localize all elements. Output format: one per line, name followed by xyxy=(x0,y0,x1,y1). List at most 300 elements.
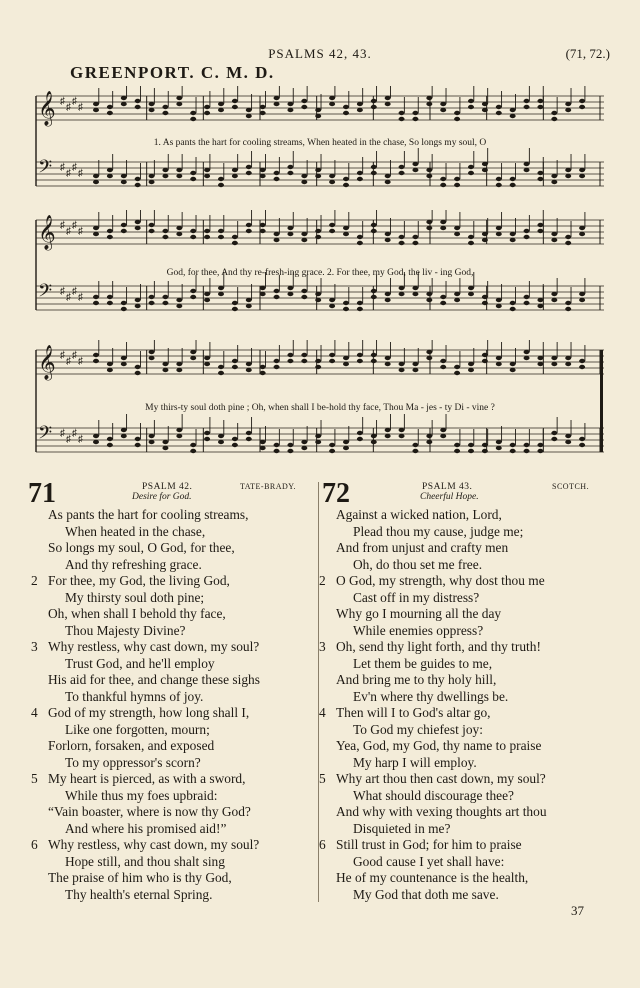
note-head xyxy=(510,443,516,447)
hymn-numbers: (71, 72.) xyxy=(565,46,610,61)
note-head xyxy=(121,174,127,178)
verse-line-text: He of my countenance is the health, xyxy=(336,870,529,885)
note-head xyxy=(496,304,502,308)
sharp-icon: ♯ xyxy=(78,168,83,179)
note-head xyxy=(329,298,335,302)
note-head xyxy=(482,238,488,242)
verse-line-text: Trust God, and he'll employ xyxy=(65,655,215,671)
sharp-icon: ♯ xyxy=(66,292,71,303)
note-head xyxy=(162,235,168,239)
verse-line xyxy=(336,623,606,640)
note-head xyxy=(287,165,293,169)
note-head xyxy=(274,289,280,293)
note-head xyxy=(135,220,141,224)
note-head xyxy=(482,102,488,106)
note-head xyxy=(426,434,432,438)
note-head xyxy=(218,292,224,296)
verse-line xyxy=(319,705,606,722)
note-head xyxy=(579,99,585,103)
verse-line xyxy=(336,887,606,904)
note-head xyxy=(510,368,516,372)
note-head xyxy=(440,365,446,369)
note-head xyxy=(287,226,293,230)
note-head xyxy=(149,174,155,178)
verse-line-text: My thirsty soul doth pine; xyxy=(65,589,205,605)
note-head xyxy=(329,223,335,227)
note-head xyxy=(204,356,210,360)
verse-line-text: To my oppressor's scorn? xyxy=(65,754,201,770)
note-head xyxy=(329,174,335,178)
note-head xyxy=(426,220,432,224)
note-head xyxy=(565,440,571,444)
note-head xyxy=(218,365,224,369)
note-head xyxy=(482,353,488,357)
note-head xyxy=(357,431,363,435)
sharp-icon: ♯ xyxy=(60,350,65,361)
note-head xyxy=(399,434,405,438)
note-head xyxy=(440,102,446,106)
note-head xyxy=(218,183,224,187)
note-head xyxy=(204,437,210,441)
note-head xyxy=(371,434,377,438)
note-head xyxy=(412,292,418,296)
verse-line xyxy=(319,639,606,656)
note-head xyxy=(426,440,432,444)
note-head xyxy=(343,446,349,450)
note-head xyxy=(385,102,391,106)
note-head xyxy=(440,434,446,438)
note-head xyxy=(524,162,530,166)
note-head xyxy=(301,353,307,357)
note-head xyxy=(440,428,446,432)
music-system-2 xyxy=(30,210,610,334)
note-head xyxy=(565,108,571,112)
note-head xyxy=(260,371,266,375)
note-head xyxy=(246,362,252,366)
note-head xyxy=(468,105,474,109)
note-head xyxy=(135,371,141,375)
note-head xyxy=(218,108,224,112)
note-head xyxy=(537,298,543,302)
verse-line xyxy=(48,540,310,557)
hymn-71-text xyxy=(31,507,310,903)
note-head xyxy=(301,289,307,293)
verse-line xyxy=(336,672,606,689)
verse-line xyxy=(336,557,606,574)
note-head xyxy=(537,229,543,233)
verse-line-text: And where his promised aid!” xyxy=(65,820,227,836)
note-head xyxy=(385,356,391,360)
note-head xyxy=(162,111,168,115)
note-head xyxy=(315,229,321,233)
note-head xyxy=(399,286,405,290)
verse-line-text: Yea, God, my God, thy name to praise xyxy=(336,738,542,753)
final-barline xyxy=(600,350,603,452)
verse-line-text: O God, my strength, why dost thou me xyxy=(336,573,545,588)
verse-line xyxy=(48,507,310,524)
note-head xyxy=(385,180,391,184)
note-head xyxy=(260,223,266,227)
verse-number: 6 xyxy=(319,837,326,852)
verse-line-text: My heart is pierced, as with a sword, xyxy=(48,771,246,786)
note-head xyxy=(579,292,585,296)
note-head xyxy=(357,359,363,363)
note-head xyxy=(301,99,307,103)
verse-line xyxy=(48,606,310,623)
verse-line-text: Let them be guides to me, xyxy=(353,655,493,671)
sharp-icon: ♯ xyxy=(72,220,77,231)
verse-line xyxy=(336,854,606,871)
note-head xyxy=(176,298,182,302)
note-head xyxy=(537,356,543,360)
note-head xyxy=(468,171,474,175)
sharp-icon: ♯ xyxy=(66,434,71,445)
note-head xyxy=(537,105,543,109)
note-head xyxy=(385,232,391,236)
note-head xyxy=(482,295,488,299)
note-head xyxy=(399,117,405,121)
hymn-71-author: TATE-BRADY. xyxy=(240,482,297,491)
note-head xyxy=(315,235,321,239)
note-head xyxy=(496,446,502,450)
note-head xyxy=(162,105,168,109)
note-head xyxy=(524,443,530,447)
note-head xyxy=(579,365,585,369)
note-head xyxy=(496,226,502,230)
note-head xyxy=(162,362,168,366)
note-head xyxy=(357,301,363,305)
tune-title: GREENPORT. C. M. D. xyxy=(70,63,275,82)
note-head xyxy=(246,298,252,302)
note-head xyxy=(510,238,516,242)
bass-clef-icon: 𝄢 xyxy=(38,281,53,306)
note-head xyxy=(399,428,405,432)
note-head xyxy=(107,111,113,115)
note-head xyxy=(565,174,571,178)
note-head xyxy=(343,356,349,360)
verse-line xyxy=(48,854,310,871)
sharp-icon: ♯ xyxy=(66,102,71,113)
note-head xyxy=(190,229,196,233)
note-head xyxy=(357,235,363,239)
note-head xyxy=(121,362,127,366)
verse-line-text: For thee, my God, the living God, xyxy=(48,573,230,588)
note-head xyxy=(135,443,141,447)
note-head xyxy=(510,108,516,112)
note-head xyxy=(329,359,335,363)
verse-line xyxy=(336,788,606,805)
hymn-72-psalm: PSALM 43. xyxy=(422,482,473,492)
note-head xyxy=(565,307,571,311)
note-head xyxy=(496,298,502,302)
note-head xyxy=(343,301,349,305)
note-head xyxy=(246,431,252,435)
note-head xyxy=(204,362,210,366)
note-head xyxy=(287,108,293,112)
note-head xyxy=(149,356,155,360)
note-head xyxy=(454,449,460,453)
verse-line xyxy=(319,573,606,590)
note-head xyxy=(135,437,141,441)
page-number: 37 xyxy=(571,903,584,918)
note-head xyxy=(454,298,460,302)
note-head xyxy=(357,241,363,245)
note-head xyxy=(315,359,321,363)
note-head xyxy=(551,298,557,302)
note-head xyxy=(454,232,460,236)
note-head xyxy=(93,359,99,363)
note-head xyxy=(357,307,363,311)
note-head xyxy=(468,286,474,290)
note-head xyxy=(107,295,113,299)
verse-line-text: Cast off in my distress? xyxy=(353,589,480,605)
verse-line xyxy=(48,755,310,772)
note-head xyxy=(301,295,307,299)
note-head xyxy=(121,434,127,438)
note-head xyxy=(426,292,432,296)
note-head xyxy=(287,353,293,357)
note-head xyxy=(121,102,127,106)
note-head xyxy=(524,168,530,172)
note-head xyxy=(176,304,182,308)
note-head xyxy=(468,368,474,372)
note-head xyxy=(412,362,418,366)
verse-line xyxy=(48,656,310,673)
note-head xyxy=(301,180,307,184)
note-head xyxy=(565,102,571,106)
verse-line xyxy=(48,788,310,805)
note-head xyxy=(176,434,182,438)
note-head xyxy=(315,174,321,178)
note-head xyxy=(107,105,113,109)
verse-line xyxy=(336,804,606,821)
note-head xyxy=(454,292,460,296)
note-head xyxy=(246,229,252,233)
note-head xyxy=(482,108,488,112)
note-head xyxy=(93,301,99,305)
note-head xyxy=(121,356,127,360)
note-head xyxy=(371,105,377,109)
note-head xyxy=(315,298,321,302)
note-head xyxy=(246,223,252,227)
note-head xyxy=(232,307,238,311)
note-head xyxy=(371,440,377,444)
note-head xyxy=(343,183,349,187)
note-head xyxy=(426,174,432,178)
verse-line-text: And bring me to thy holy hill, xyxy=(336,672,497,687)
note-head xyxy=(218,177,224,181)
note-head xyxy=(565,434,571,438)
note-head xyxy=(149,223,155,227)
note-head xyxy=(440,295,446,299)
note-head xyxy=(440,301,446,305)
note-head xyxy=(357,177,363,181)
note-head xyxy=(385,174,391,178)
note-head xyxy=(412,449,418,453)
note-head xyxy=(510,307,516,311)
verse-line-text: My God that doth me save. xyxy=(353,886,499,902)
note-head xyxy=(315,434,321,438)
note-head xyxy=(149,434,155,438)
note-head xyxy=(315,108,321,112)
note-head xyxy=(329,96,335,100)
note-head xyxy=(260,168,266,172)
lyrics-line-2: God, for thee, And thy re-fresh-ing grace. 2. For thee, my God, the liv - ing God, xyxy=(166,268,474,278)
note-head xyxy=(301,359,307,363)
note-head xyxy=(579,298,585,302)
note-head xyxy=(162,229,168,233)
note-head xyxy=(329,304,335,308)
verse-line xyxy=(336,755,606,772)
note-head xyxy=(260,440,266,444)
note-head xyxy=(190,443,196,447)
note-head xyxy=(107,229,113,233)
sharp-icon: ♯ xyxy=(60,96,65,107)
note-head xyxy=(162,446,168,450)
note-head xyxy=(260,292,266,296)
note-head xyxy=(232,359,238,363)
note-head xyxy=(274,365,280,369)
note-head xyxy=(176,102,182,106)
verse-line xyxy=(336,722,606,739)
note-head xyxy=(357,353,363,357)
note-head xyxy=(343,232,349,236)
note-head xyxy=(162,174,168,178)
note-head xyxy=(93,440,99,444)
note-head xyxy=(190,117,196,121)
note-head xyxy=(496,362,502,366)
note-head xyxy=(176,96,182,100)
note-head xyxy=(107,437,113,441)
lyrics-line-1: 1. As pants the hart for cooling streams, When heated in the chase, So longs my soul, O xyxy=(153,138,487,148)
note-head xyxy=(440,359,446,363)
note-head xyxy=(426,102,432,106)
sharp-icon: ♯ xyxy=(72,162,77,173)
note-head xyxy=(107,362,113,366)
verse-line-text: Against a wicked nation, Lord, xyxy=(336,507,502,522)
note-head xyxy=(357,171,363,175)
note-head xyxy=(218,434,224,438)
verse-line-text: As pants the hart for cooling streams, xyxy=(48,507,249,522)
sharp-icon: ♯ xyxy=(72,428,77,439)
note-head xyxy=(385,428,391,432)
verse-line-text: So longs my soul, O God, for thee, xyxy=(48,540,235,555)
sharp-icon: ♯ xyxy=(60,286,65,297)
note-head xyxy=(107,368,113,372)
verse-line-text: When heated in the chase, xyxy=(65,523,206,539)
note-head xyxy=(204,111,210,115)
note-head xyxy=(315,168,321,172)
sharp-icon: ♯ xyxy=(60,428,65,439)
note-head xyxy=(482,301,488,305)
note-head xyxy=(565,235,571,239)
note-head xyxy=(162,301,168,305)
note-head xyxy=(260,229,266,233)
note-head xyxy=(510,183,516,187)
note-head xyxy=(537,443,543,447)
note-head xyxy=(162,368,168,372)
note-head xyxy=(107,235,113,239)
note-head xyxy=(218,235,224,239)
note-head xyxy=(579,174,585,178)
note-head xyxy=(162,168,168,172)
note-head xyxy=(93,232,99,236)
note-head xyxy=(454,183,460,187)
note-head xyxy=(426,168,432,172)
note-head xyxy=(385,238,391,242)
verse-line-text: Oh, when shall I behold thy face, xyxy=(48,606,226,621)
note-head xyxy=(357,102,363,106)
note-head xyxy=(190,171,196,175)
hymn-72-author: SCOTCH. xyxy=(552,482,590,491)
note-head xyxy=(232,174,238,178)
note-head xyxy=(412,368,418,372)
note-head xyxy=(412,162,418,166)
note-head xyxy=(274,359,280,363)
note-head xyxy=(204,431,210,435)
note-head xyxy=(204,235,210,239)
note-head xyxy=(426,226,432,230)
music-system-3 xyxy=(30,340,610,474)
note-head xyxy=(274,443,280,447)
note-head xyxy=(482,449,488,453)
note-head xyxy=(482,168,488,172)
note-head xyxy=(454,371,460,375)
note-head xyxy=(468,235,474,239)
note-head xyxy=(301,232,307,236)
hymn-72-text xyxy=(319,507,606,903)
note-head xyxy=(149,180,155,184)
note-head xyxy=(551,356,557,360)
verse-number: 2 xyxy=(319,573,326,588)
note-head xyxy=(135,177,141,181)
bass-clef-icon: 𝄢 xyxy=(38,423,53,448)
note-head xyxy=(135,226,141,230)
note-head xyxy=(176,428,182,432)
note-head xyxy=(426,356,432,360)
note-head xyxy=(287,232,293,236)
note-head xyxy=(371,295,377,299)
note-head xyxy=(149,350,155,354)
note-head xyxy=(496,232,502,236)
note-head xyxy=(274,171,280,175)
note-head xyxy=(440,220,446,224)
note-head xyxy=(537,362,543,366)
verse-line-text: Still trust in God; for him to praise xyxy=(336,837,522,852)
note-head xyxy=(551,180,557,184)
note-head xyxy=(343,177,349,181)
note-head xyxy=(343,226,349,230)
sharp-icon: ♯ xyxy=(66,226,71,237)
note-head xyxy=(565,168,571,172)
verse-line xyxy=(48,672,310,689)
note-head xyxy=(343,362,349,366)
note-head xyxy=(107,443,113,447)
note-head xyxy=(190,295,196,299)
note-head xyxy=(232,301,238,305)
note-head xyxy=(579,105,585,109)
note-head xyxy=(135,99,141,103)
note-head xyxy=(524,229,530,233)
note-head xyxy=(162,295,168,299)
note-head xyxy=(412,168,418,172)
note-head xyxy=(204,174,210,178)
note-head xyxy=(357,108,363,112)
note-head xyxy=(551,437,557,441)
note-head xyxy=(579,437,585,441)
note-head xyxy=(260,446,266,450)
verse-number: 3 xyxy=(31,639,38,654)
